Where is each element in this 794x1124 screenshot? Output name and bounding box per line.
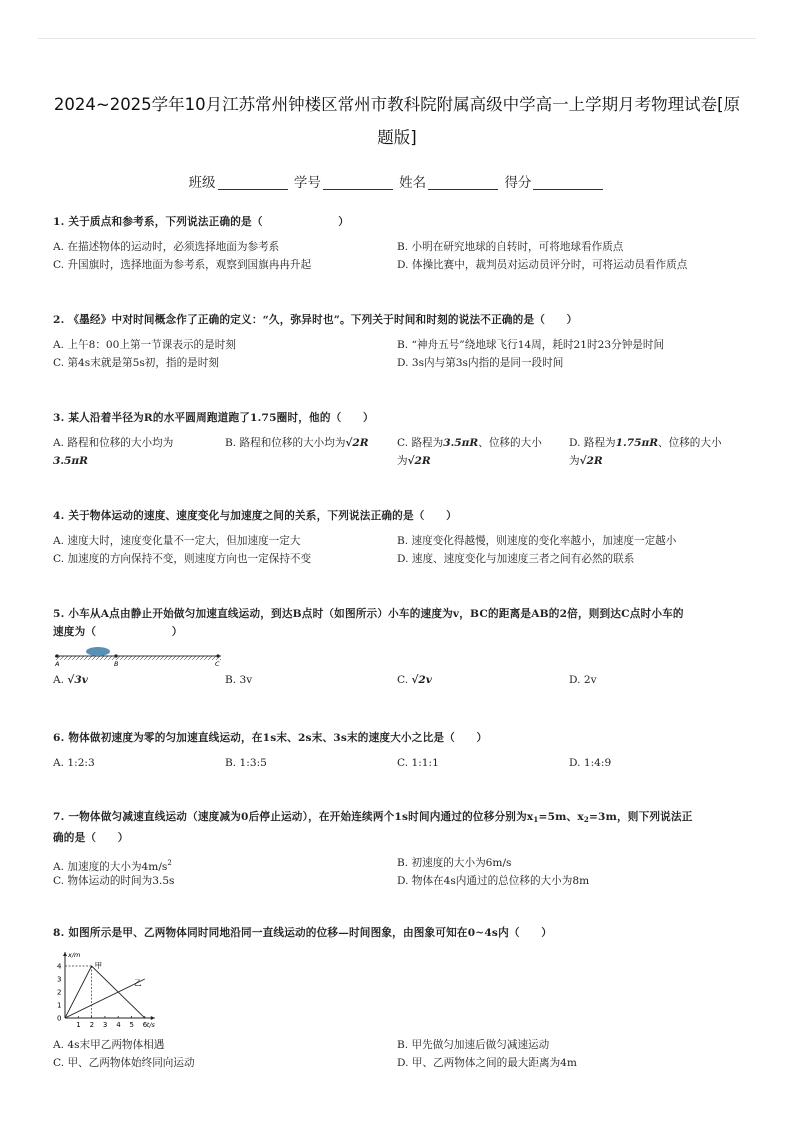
score-blank[interactable] (533, 175, 603, 190)
student-info-line (0, 171, 794, 191)
x-tick-label: 6 (142, 1021, 148, 1029)
x-axis-label: t/s (146, 1021, 155, 1029)
option-a[interactable]: A. 加速度的大小为$4m/s^2$ (53, 859, 172, 873)
option-d[interactable]: D. 速度、速度变化与加速度三者之间有必然的联系 (397, 553, 635, 565)
position-time-graph (53, 948, 163, 1034)
question-8 (53, 924, 743, 1072)
y-tick-label: 0 (57, 1014, 62, 1023)
question-stem: 1. 关于质点和参考系，下列说法正确的是（ ） (53, 216, 349, 228)
question-7 (53, 808, 743, 890)
option-d[interactable]: D. 物体在4s内通过的总位移的大小为8m (397, 875, 590, 887)
question-3 (53, 409, 743, 470)
option-c[interactable]: C. 路程为3.5πR、位移的大小 为√2R (397, 437, 542, 467)
name-blank[interactable] (428, 175, 498, 190)
series-label-yi: 乙 (134, 978, 142, 988)
option-a[interactable]: A. 速度大时，速度变化量不一定大，但加速度一定大 (53, 535, 301, 547)
option-b[interactable]: B. 路程和位移的大小均为√2R (225, 437, 369, 449)
option-c[interactable]: C. 物体运动的时间为3.5s (53, 875, 175, 887)
option-d[interactable]: D. 路程为1.75πR、位移的大小 为√2R (569, 437, 722, 467)
question-6 (53, 729, 743, 772)
option-c[interactable]: C. 甲、乙两物体始终同向运动 (53, 1057, 195, 1069)
page-top-rule (38, 38, 756, 39)
name-label: 姓名 (399, 175, 427, 191)
y-tick-label: 3 (57, 975, 62, 984)
point-a (55, 654, 58, 657)
option-b[interactable]: B. 速度变化得越慢，则速度的变化率越小，加速度一定越小 (397, 535, 677, 547)
option-d[interactable]: D. 3s内与第3s内指的是同一段时间 (397, 357, 564, 369)
class-label: 班级 (188, 175, 216, 191)
x-tick-label: 2 (89, 1021, 95, 1029)
option-a[interactable]: A. 在描述物体的运动时，必须选择地面为参考系 (53, 241, 280, 253)
question-1 (53, 213, 743, 274)
option-b[interactable]: B. 小明在研究地球的自转时，可将地球看作质点 (397, 241, 624, 253)
student-id-label: 学号 (293, 175, 321, 191)
track-figure (53, 643, 228, 667)
option-a[interactable]: A. 1:2:3 (53, 757, 95, 769)
option-c[interactable]: C. 1:1:1 (397, 757, 439, 769)
series-label-jia: 甲 (94, 961, 103, 970)
option-d[interactable]: D. 体操比赛中，裁判员对运动员评分时，可将运动员看作质点 (397, 259, 688, 271)
option-c[interactable]: C. 第4s末就是第5s初，指的是时刻 (53, 357, 219, 369)
option-c[interactable]: C. 加速度的方向保持不变，则速度方向也一定保持不变 (53, 553, 312, 565)
question-stem: 3. 某人沿着半径为R的水平圆周跑道跑了1.75圈时，他的（ ） (53, 412, 374, 424)
student-id-blank[interactable] (323, 175, 393, 190)
option-b[interactable]: B. 初速度的大小为6m/s (397, 857, 512, 869)
y-axis-label: x/m (68, 951, 81, 959)
question-stem: 2. 《墨经》中对时间概念作了正确的定义：“久，弥异时也”。下列关于时间和时刻的说法不正确的是（ ） (53, 314, 578, 326)
question-stem-cont: 确的是（ ） (53, 832, 129, 844)
series-line-yi (65, 979, 145, 1018)
label-a: A (55, 660, 60, 667)
option-b[interactable]: B. “神舟五号”绕地球飞行14周，耗时21时23分钟是时间 (397, 339, 665, 351)
point-c (216, 654, 219, 657)
point-b (114, 654, 117, 657)
question-5 (53, 605, 743, 689)
option-d[interactable]: D. 1:4:9 (569, 757, 612, 769)
score-label: 得分 (504, 175, 532, 191)
title-line-1: 2024~2025学年10月江苏常州钟楼区常州市教科院附属高级中学高一上学期月考物理试卷[原 (53, 95, 741, 114)
option-d[interactable]: D. 2v (569, 674, 597, 686)
page-title (40, 88, 754, 154)
question-stem: 7. 一物体做匀减速直线运动（速度减为0后停止运动），在开始连续两个1s时间内通过的位移分别为$x_1=5m$、$x_2=3m$，则下列说法正 (53, 811, 693, 824)
y-tick-label: 4 (57, 962, 62, 971)
question-stem: 5. 小车从A点由静止开始做匀加速直线运动，到达B点时（如图所示）小车的速度为v，BC的距离是AB的2倍，则到达C点时小车的 (53, 608, 684, 620)
class-blank[interactable] (218, 175, 288, 190)
option-a[interactable]: A. 路程和位移的大小均为 3.5πR (53, 437, 174, 467)
option-a[interactable]: A. 4s末甲乙两物体相遇 (53, 1039, 165, 1051)
x-tick-label: 5 (129, 1021, 134, 1029)
y-tick-label: 1 (57, 1001, 62, 1010)
question-2 (53, 311, 743, 372)
y-tick-label: 2 (57, 988, 62, 997)
option-d[interactable]: D. 甲、乙两物体之间的最大距离为4m (397, 1057, 577, 1069)
label-b: B (114, 660, 119, 667)
x-tick-label: 1 (76, 1021, 81, 1029)
option-b[interactable]: B. 甲先做匀加速后做匀减速运动 (397, 1039, 550, 1051)
option-a[interactable]: A. 上午8：00上第一节课表示的是时刻 (53, 339, 236, 351)
question-stem-cont: 速度为（ ） (53, 626, 183, 638)
question-stem: 4. 关于物体运动的速度、速度变化与加速度之间的关系，下列说法正确的是（ ） (53, 510, 457, 522)
x-tick-label: 3 (102, 1021, 108, 1029)
option-b[interactable]: B. 3v (225, 674, 253, 686)
question-stem: 8. 如图所示是甲、乙两物体同时同地沿同一直线运动的位移—时间图象，由图象可知在0~4s内（ ） (53, 927, 553, 939)
series-line-jia (65, 966, 145, 1018)
question-4 (53, 507, 743, 568)
ground-hatch (55, 656, 221, 660)
car-icon (86, 647, 110, 656)
title-line-2: 题版] (377, 128, 417, 147)
question-stem: 6. 物体做初速度为零的匀加速直线运动，在1s末、2s末、3s末的速度大小之比是（ ） (53, 732, 488, 744)
label-c: C (215, 660, 220, 667)
option-b[interactable]: B. 1:3:5 (225, 757, 267, 769)
x-tick-label: 4 (116, 1021, 121, 1029)
option-a[interactable]: A. √3v (53, 674, 88, 686)
option-c[interactable]: C. √2v (397, 674, 432, 686)
y-axis-arrow-icon (63, 952, 67, 956)
x-axis-arrow-icon (151, 1016, 155, 1020)
option-c[interactable]: C. 升国旗时，选择地面为参考系，观察到国旗冉冉升起 (53, 259, 312, 271)
